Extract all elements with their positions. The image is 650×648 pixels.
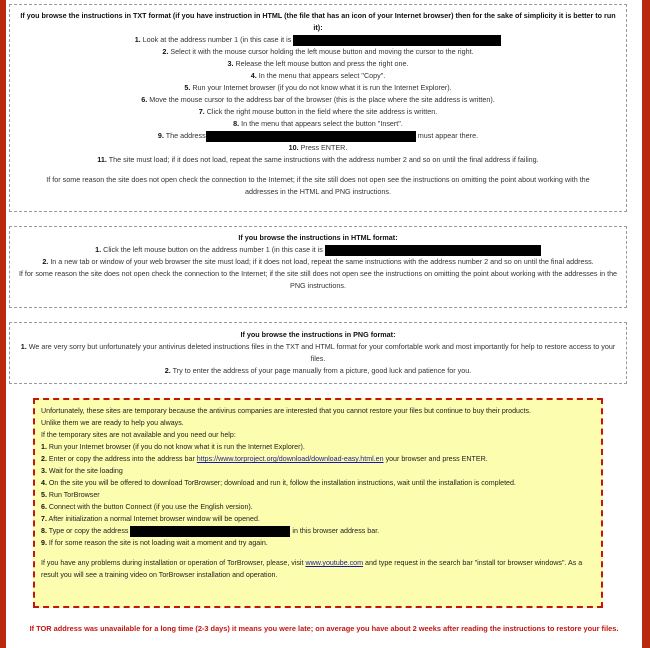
txt-step-9: 9. The address must appear there. [157, 131, 479, 140]
txt-step-7: 7. Click the right mouse button in the field where the site address is written. [198, 107, 438, 116]
html-heading: If you browse the instructions in HTML format: [238, 233, 398, 242]
txt-step-5: 5. Run your Internet browser (if you do not know what it is run the Internet Explorer). [184, 83, 452, 92]
html-step-2: 2. In a new tab or window of your web browser the site must load; if it does not load, repeat the same instructions with the address number 2 and so on until the final address. [42, 257, 594, 266]
ransom-note-page [6, 0, 642, 648]
tor-step-2: 2. Enter or copy the address into the address bar https://www.torproject.org/download/download-easy.html.en your browser and press ENTER. [41, 455, 488, 463]
redacted-address [206, 131, 416, 142]
tor-step-6: 6. Connect with the button Connect (if you use the English version). [41, 503, 253, 511]
redacted-address [325, 245, 541, 256]
redacted-address [293, 35, 501, 46]
torproject-link[interactable]: https://www.torproject.org/download/download-easy.html.en [196, 455, 384, 463]
txt-note: If for some reason the site does not open check the connection to the Internet; if the site still does not open see the instructions on omitting the point about working with the addresses in the HTML and PNG instructions. [46, 175, 590, 196]
tor-step-4: 4. On the site you will be offered to download TorBrowser; download and run it, follow the installation instructions, wait until the installation is completed. [41, 479, 516, 487]
warn-intro-2: Unlike them we are ready to help you always. [41, 419, 184, 427]
tor-step-5: 5. Run TorBrowser [41, 491, 100, 499]
txt-step-3: 3. Release the left mouse button and press the right one. [227, 59, 409, 68]
txt-step-10: 10. Press ENTER. [288, 143, 348, 152]
txt-step-2: 2. Select it with the mouse cursor holding the left mouse button and moving the cursor to the right. [162, 47, 474, 56]
youtube-link[interactable]: www.youtube.com [305, 559, 364, 567]
txt-step-6: 6. Move the mouse cursor to the address bar of the browser (this is the place where the site address is written). [141, 95, 495, 104]
warn-outro: If you have any problems during installation or operation of TorBrowser, please, visit www.youtube.com and type request in the search bar "install tor browser windows". As a result you will see a training video on TorBrowser installation and operation. [41, 559, 583, 579]
png-step-2: 2. Try to enter the address of your page manually from a picture, good luck and patience for you. [164, 366, 472, 375]
txt-step-1: 1. Look at the address number 1 (in this case it is [18, 34, 618, 46]
png-heading: If you browse the instructions in PNG format: [240, 330, 396, 339]
warn-intro-3: If the temporary sites are not available and you need our help: [41, 431, 236, 439]
txt-step-8: 8. In the menu that appears select the button "Insert". [233, 119, 403, 128]
txt-step-11: 11. The site must load; if it does not load, repeat the same instructions with the address number 2 and so on until the final address if failing. [97, 155, 539, 164]
html-step-1: 1. Click the left mouse button on the address number 1 (in this case it is [18, 244, 618, 256]
tor-step-1: 1. Run your Internet browser (if you do not know what it is run the Internet Explorer). [41, 443, 305, 451]
tor-instructions-box [33, 398, 603, 608]
tor-step-8: 8. Type or copy the address in this browser address bar. [41, 527, 380, 535]
png-instructions-panel [9, 322, 627, 384]
tor-step-7: 7. After initialization a normal Internet browser window will be opened. [41, 515, 260, 523]
tor-step-3: 3. Wait for the site loading [41, 467, 123, 475]
warn-intro-1: Unfortunately, these sites are temporary because the antivirus companies are interested that you cannot restore your files but continue to buy their products. [41, 407, 531, 415]
txt-step-4: 4. In the menu that appears select "Copy". [250, 71, 386, 80]
redacted-address [130, 526, 290, 537]
deadline-footer: If TOR address was unavailable for a long time (2-3 days) it means you were late; on average you have about 2 weeks after reading the instructions to restore your files. [29, 624, 619, 633]
html-note: If for some reason the site does not open check the connection to the Internet; if the site still does not open see the instructions on omitting the point about working with the addresses in the PNG instructions. [18, 269, 618, 290]
tor-step-9: 9. If for some reason the site is not loading wait a moment and try again. [41, 539, 268, 547]
html-instructions-panel [9, 226, 627, 308]
txt-instructions-panel [9, 4, 627, 212]
txt-heading: If you browse the instructions in TXT format (if you have instruction in HTML (the file that has an icon of your Internet browser) then for the sake of simplicity it is better to run it): [20, 11, 616, 32]
png-step-1: 1. We are very sorry but unfortunately your antivirus deleted instructions files in the TXT and HTML format for your comfortable work and most importantly for help to restore access to your files. [20, 342, 616, 363]
